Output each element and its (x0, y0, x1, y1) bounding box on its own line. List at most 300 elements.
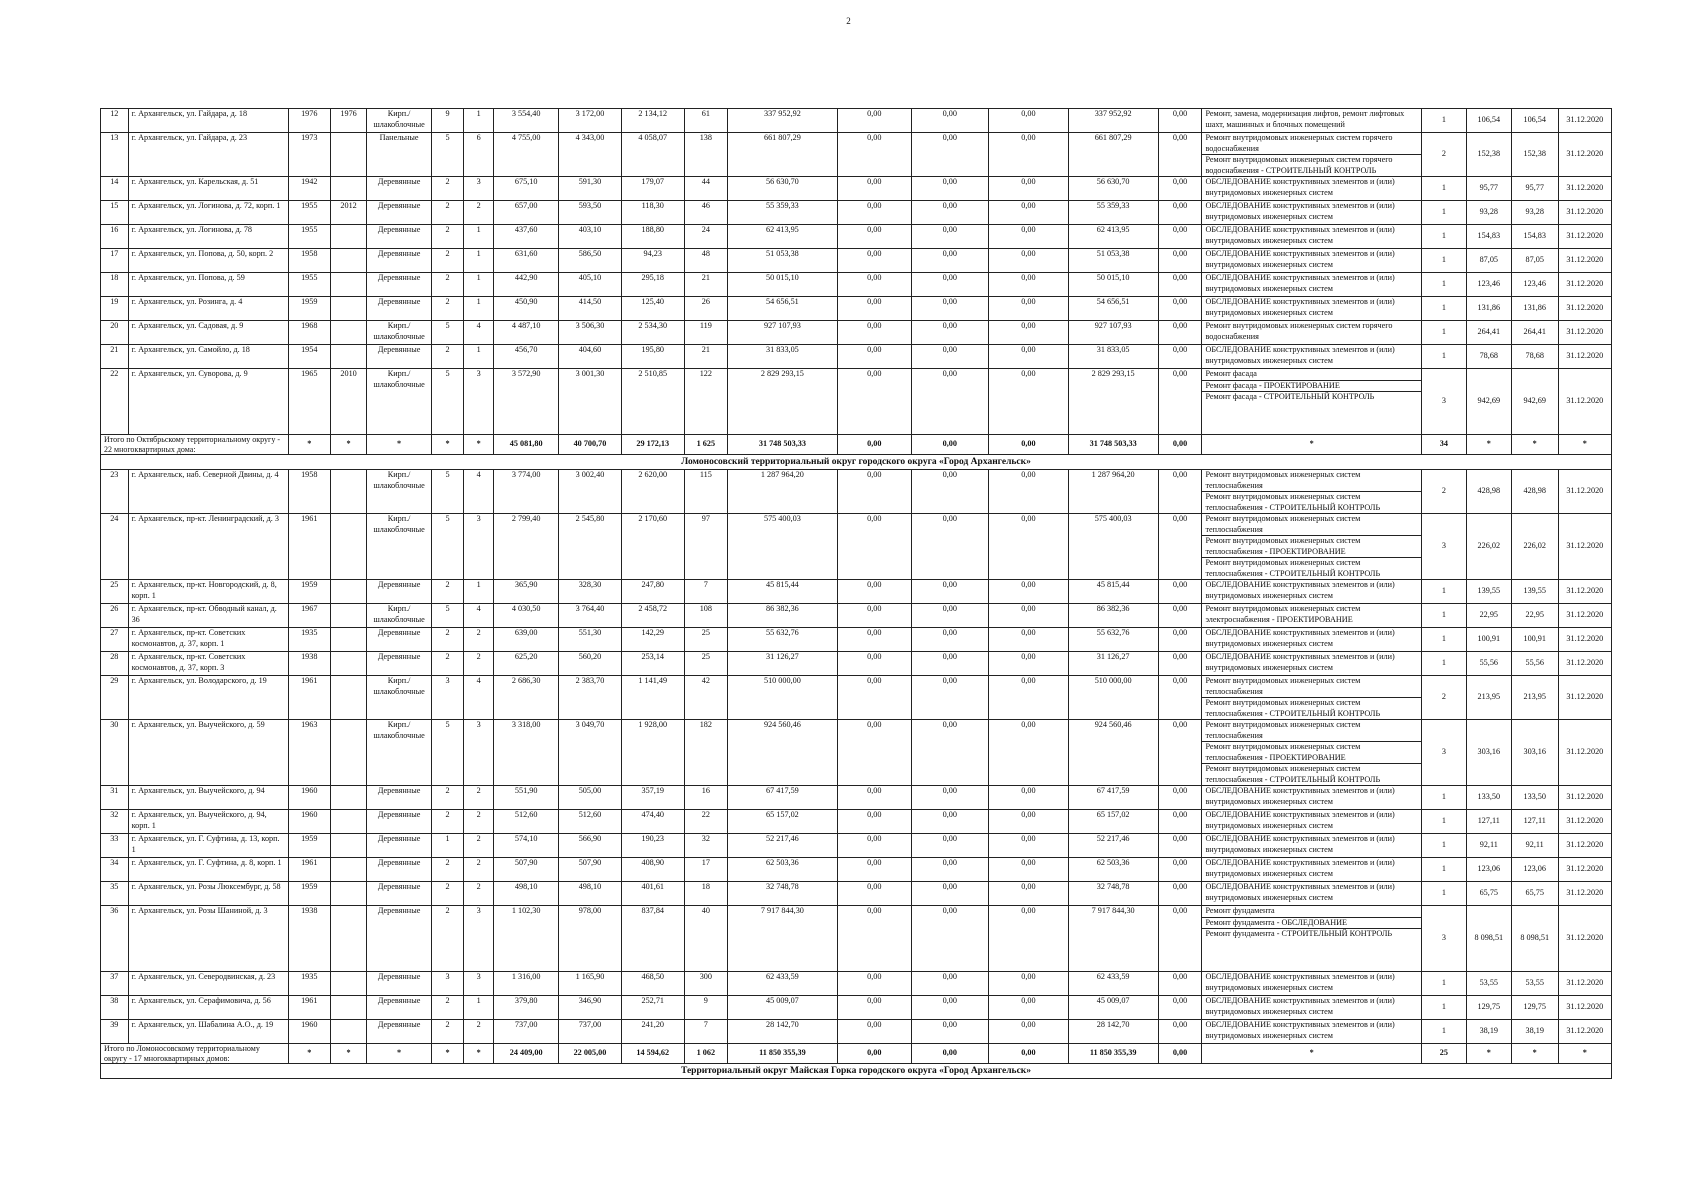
cell-total: 7 917 844,30 (727, 906, 837, 972)
cell-n: 24 (101, 514, 129, 580)
cell-f1: 0,00 (838, 369, 912, 435)
cell-c1: 87,05 (1466, 249, 1511, 273)
district-header (101, 455, 1612, 470)
cell-a2: 591,30 (559, 177, 621, 201)
cell-works (1202, 225, 1422, 249)
total-own: 11 850 355,39 (1068, 1044, 1158, 1064)
cell-works (1202, 369, 1422, 435)
cell-works (1202, 470, 1422, 514)
cell-date: 31.12.2020 (1558, 201, 1611, 225)
cell-c1: 123,06 (1466, 858, 1511, 882)
cell-works (1202, 133, 1422, 177)
cell-y2 (330, 470, 367, 514)
total-y1: * (288, 1044, 330, 1064)
cell-a2: 978,00 (559, 906, 621, 972)
district-total-row (101, 1044, 1612, 1064)
total-f4: 0,00 (1158, 1044, 1202, 1064)
cell-f2: 0,00 (911, 858, 989, 882)
cell-a2: 2 383,70 (559, 676, 621, 720)
cell-entr: 3 (464, 972, 494, 996)
cell-date: 31.12.2020 (1558, 297, 1611, 321)
cell-c1: 55,56 (1466, 652, 1511, 676)
table-row (101, 580, 1612, 604)
cell-a1: 379,80 (494, 996, 559, 1020)
cell-entr: 4 (464, 470, 494, 514)
cell-address: г. Архангельск, пр-кт. Советских космонавтов, д. 37, корп. 1 (128, 628, 288, 652)
cell-f2: 0,00 (911, 652, 989, 676)
total-wall: * (367, 1044, 431, 1064)
cell-c2: 131,86 (1511, 297, 1558, 321)
cell-f1: 0,00 (838, 470, 912, 514)
cell-f2: 0,00 (911, 676, 989, 720)
cell-c1: 123,46 (1466, 273, 1511, 297)
total-wall: * (367, 435, 431, 455)
cell-res: 32 (684, 834, 727, 858)
cell-y2 (330, 834, 367, 858)
cell-f3: 0,00 (989, 249, 1069, 273)
cell-wall: Деревянные (367, 858, 431, 882)
cell-works (1202, 858, 1422, 882)
cell-a2: 346,90 (559, 996, 621, 1020)
cell-own: 55 359,33 (1068, 201, 1158, 225)
cell-works (1202, 628, 1422, 652)
cell-y1: 1955 (288, 273, 330, 297)
cell-entr: 2 (464, 858, 494, 882)
cell-n: 37 (101, 972, 129, 996)
cell-total: 52 217,46 (727, 834, 837, 858)
cell-a2: 507,90 (559, 858, 621, 882)
cell-n: 12 (101, 109, 129, 133)
cell-units: 3 (1421, 514, 1466, 580)
cell-f1: 0,00 (838, 273, 912, 297)
cell-date: 31.12.2020 (1558, 514, 1611, 580)
cell-f3: 0,00 (989, 834, 1069, 858)
total-a2: 40 700,70 (559, 435, 621, 455)
cell-units: 1 (1421, 297, 1466, 321)
cell-date: 31.12.2020 (1558, 810, 1611, 834)
cell-works (1202, 177, 1422, 201)
cell-a2: 3 506,30 (559, 321, 621, 345)
total-entr: * (464, 1044, 494, 1064)
cell-c1: 303,16 (1466, 720, 1511, 786)
cell-f2: 0,00 (911, 786, 989, 810)
cell-c2: 152,38 (1511, 133, 1558, 177)
cell-res: 26 (684, 297, 727, 321)
cell-f3: 0,00 (989, 786, 1069, 810)
cell-f3: 0,00 (989, 676, 1069, 720)
cell-units: 1 (1421, 273, 1466, 297)
cell-works (1202, 201, 1422, 225)
table-row (101, 249, 1612, 273)
work-item: Ремонт внутридомовых инженерных систем теплоснабжения - СТРОИТЕЛЬНЫЙ КОНТРОЛЬ (1205, 492, 1381, 512)
cell-total: 55 632,76 (727, 628, 837, 652)
cell-floors: 1 (431, 834, 464, 858)
cell-date: 31.12.2020 (1558, 133, 1611, 177)
cell-units: 1 (1421, 1020, 1466, 1044)
cell-a2: 403,10 (559, 225, 621, 249)
cell-a3: 408,90 (621, 858, 684, 882)
cell-entr: 2 (464, 1020, 494, 1044)
cell-total: 54 656,51 (727, 297, 837, 321)
cell-a2: 1 165,90 (559, 972, 621, 996)
cell-floors: 2 (431, 273, 464, 297)
cell-works (1202, 882, 1422, 906)
cell-own: 56 630,70 (1068, 177, 1158, 201)
cell-date: 31.12.2020 (1558, 345, 1611, 369)
cell-a1: 551,90 (494, 786, 559, 810)
cell-y2 (330, 249, 367, 273)
cell-entr: 2 (464, 201, 494, 225)
cell-a1: 675,10 (494, 177, 559, 201)
cell-address: г. Архангельск, ул. Попова, д. 50, корп. 2 (128, 249, 288, 273)
total-date: * (1558, 1044, 1611, 1064)
cell-res: 24 (684, 225, 727, 249)
cell-date: 31.12.2020 (1558, 369, 1611, 435)
cell-f3: 0,00 (989, 133, 1069, 177)
cell-c1: 65,75 (1466, 882, 1511, 906)
cell-address: г. Архангельск, ул. Северодвинская, д. 23 (128, 972, 288, 996)
cell-f2: 0,00 (911, 133, 989, 177)
cell-f4: 0,00 (1158, 369, 1202, 435)
cell-date: 31.12.2020 (1558, 580, 1611, 604)
cell-entr: 2 (464, 628, 494, 652)
cell-a2: 328,30 (559, 580, 621, 604)
cell-address: г. Архангельск, ул. Самойло, д. 18 (128, 345, 288, 369)
cell-n: 16 (101, 225, 129, 249)
work-item: Ремонт внутридомовых инженерных систем горячего водоснабжения (1205, 321, 1393, 341)
cell-entr: 1 (464, 109, 494, 133)
cell-a3: 2 134,12 (621, 109, 684, 133)
cell-f4: 0,00 (1158, 177, 1202, 201)
cell-y2: 1976 (330, 109, 367, 133)
cell-res: 119 (684, 321, 727, 345)
work-item: ОБСЛЕДОВАНИЕ конструктивных элементов и (или) внутридомовых инженерных систем (1205, 652, 1395, 672)
cell-a1: 2 686,30 (494, 676, 559, 720)
cell-y2 (330, 676, 367, 720)
cell-total: 28 142,70 (727, 1020, 837, 1044)
cell-a3: 2 510,85 (621, 369, 684, 435)
cell-a3: 247,80 (621, 580, 684, 604)
cell-a1: 3 318,00 (494, 720, 559, 786)
cell-own: 52 217,46 (1068, 834, 1158, 858)
cell-floors: 2 (431, 177, 464, 201)
cell-y1: 1959 (288, 834, 330, 858)
cell-floors: 5 (431, 133, 464, 177)
cell-date: 31.12.2020 (1558, 273, 1611, 297)
cell-a3: 2 534,30 (621, 321, 684, 345)
cell-a1: 507,90 (494, 858, 559, 882)
cell-units: 1 (1421, 996, 1466, 1020)
cell-wall: Деревянные (367, 972, 431, 996)
cell-f2: 0,00 (911, 972, 989, 996)
cell-wall: Деревянные (367, 201, 431, 225)
cell-floors: 3 (431, 972, 464, 996)
cell-f3: 0,00 (989, 882, 1069, 906)
cell-f1: 0,00 (838, 133, 912, 177)
total-c1: * (1466, 435, 1511, 455)
cell-own: 45 815,44 (1068, 580, 1158, 604)
cell-f4: 0,00 (1158, 297, 1202, 321)
cell-c1: 53,55 (1466, 972, 1511, 996)
cell-entr: 4 (464, 321, 494, 345)
cell-y1: 1942 (288, 177, 330, 201)
cell-own: 28 142,70 (1068, 1020, 1158, 1044)
cell-a1: 442,90 (494, 273, 559, 297)
cell-f3: 0,00 (989, 858, 1069, 882)
cell-y1: 1954 (288, 345, 330, 369)
cell-entr: 2 (464, 810, 494, 834)
cell-a2: 404,60 (559, 345, 621, 369)
cell-entr: 1 (464, 996, 494, 1020)
total-works: * (1202, 435, 1422, 455)
cell-f3: 0,00 (989, 972, 1069, 996)
cell-c2: 87,05 (1511, 249, 1558, 273)
cell-wall: Деревянные (367, 810, 431, 834)
district-header (101, 1064, 1612, 1079)
cell-y1: 1965 (288, 369, 330, 435)
cell-f3: 0,00 (989, 321, 1069, 345)
cell-n: 25 (101, 580, 129, 604)
work-item: Ремонт внутридомовых инженерных систем горячего водоснабжения - СТРОИТЕЛЬНЫЙ КОНТРОЛЬ (1205, 155, 1393, 175)
cell-wall: Деревянные (367, 273, 431, 297)
cell-n: 19 (101, 297, 129, 321)
total-y2: * (330, 435, 367, 455)
cell-a1: 450,90 (494, 297, 559, 321)
cell-res: 115 (684, 470, 727, 514)
cell-y1: 1955 (288, 225, 330, 249)
cell-f3: 0,00 (989, 514, 1069, 580)
cell-f4: 0,00 (1158, 345, 1202, 369)
cell-f1: 0,00 (838, 321, 912, 345)
cell-a2: 405,10 (559, 273, 621, 297)
cell-floors: 5 (431, 604, 464, 628)
cell-address: г. Архангельск, ул. Розинга, д. 4 (128, 297, 288, 321)
cell-date: 31.12.2020 (1558, 604, 1611, 628)
cell-c1: 22,95 (1466, 604, 1511, 628)
cell-f2: 0,00 (911, 604, 989, 628)
cell-c1: 100,91 (1466, 628, 1511, 652)
cell-entr: 4 (464, 676, 494, 720)
cell-units: 1 (1421, 810, 1466, 834)
cell-works (1202, 906, 1422, 972)
cell-y1: 1958 (288, 470, 330, 514)
total-a1: 45 081,80 (494, 435, 559, 455)
cell-c1: 131,86 (1466, 297, 1511, 321)
cell-res: 25 (684, 628, 727, 652)
cell-f3: 0,00 (989, 996, 1069, 1020)
cell-floors: 5 (431, 514, 464, 580)
cell-c1: 226,02 (1466, 514, 1511, 580)
cell-floors: 3 (431, 676, 464, 720)
cell-f2: 0,00 (911, 470, 989, 514)
cell-c1: 38,19 (1466, 1020, 1511, 1044)
cell-n: 15 (101, 201, 129, 225)
work-item: ОБСЛЕДОВАНИЕ конструктивных элементов и (или) внутридомовых инженерных систем (1205, 580, 1395, 600)
cell-a3: 295,18 (621, 273, 684, 297)
cell-c1: 92,11 (1466, 834, 1511, 858)
cell-entr: 3 (464, 177, 494, 201)
cell-y2 (330, 514, 367, 580)
cell-n: 28 (101, 652, 129, 676)
cell-f4: 0,00 (1158, 321, 1202, 345)
work-item: ОБСЛЕДОВАНИЕ конструктивных элементов и (или) внутридомовых инженерных систем (1205, 882, 1395, 902)
cell-address: г. Архангельск, ул. Выучейского, д. 94 (128, 786, 288, 810)
cell-res: 108 (684, 604, 727, 628)
work-item: Ремонт фундамента (1202, 906, 1421, 918)
cell-own: 31 126,27 (1068, 652, 1158, 676)
cell-total: 2 829 293,15 (727, 369, 837, 435)
cell-total: 67 417,59 (727, 786, 837, 810)
cell-f2: 0,00 (911, 580, 989, 604)
cell-address: г. Архангельск, ул. Розы Шаниной, д. 3 (128, 906, 288, 972)
work-item: Ремонт внутридомовых инженерных систем теплоснабжения - ПРОЕКТИРОВАНИЕ (1202, 536, 1421, 558)
table-row (101, 652, 1612, 676)
cell-a2: 3 764,40 (559, 604, 621, 628)
cell-a2: 566,90 (559, 834, 621, 858)
cell-works (1202, 514, 1422, 580)
cell-units: 1 (1421, 834, 1466, 858)
cell-f1: 0,00 (838, 786, 912, 810)
work-item: ОБСЛЕДОВАНИЕ конструктивных элементов и (или) внутридомовых инженерных систем (1205, 225, 1395, 245)
cell-units: 1 (1421, 882, 1466, 906)
total-a2: 22 005,00 (559, 1044, 621, 1064)
cell-f2: 0,00 (911, 177, 989, 201)
cell-f1: 0,00 (838, 297, 912, 321)
cell-address: г. Архангельск, наб. Северной Двины, д. 4 (128, 470, 288, 514)
cell-a2: 560,20 (559, 652, 621, 676)
cell-units: 2 (1421, 676, 1466, 720)
cell-address: г. Архангельск, ул. Выучейского, д. 59 (128, 720, 288, 786)
cell-f3: 0,00 (989, 345, 1069, 369)
cell-a1: 437,60 (494, 225, 559, 249)
cell-works (1202, 109, 1422, 133)
cell-works (1202, 720, 1422, 786)
cell-date: 31.12.2020 (1558, 628, 1611, 652)
cell-own: 924 560,46 (1068, 720, 1158, 786)
total-date: * (1558, 435, 1611, 455)
cell-f1: 0,00 (838, 1020, 912, 1044)
cell-units: 3 (1421, 720, 1466, 786)
work-item: ОБСЛЕДОВАНИЕ конструктивных элементов и (или) внутридомовых инженерных систем (1205, 1020, 1395, 1040)
work-item: ОБСЛЕДОВАНИЕ конструктивных элементов и (или) внутридомовых инженерных систем (1205, 834, 1395, 854)
cell-own: 2 829 293,15 (1068, 369, 1158, 435)
cell-date: 31.12.2020 (1558, 652, 1611, 676)
cell-a3: 142,29 (621, 628, 684, 652)
cell-y1: 1935 (288, 972, 330, 996)
cell-units: 1 (1421, 225, 1466, 249)
cell-a3: 94,23 (621, 249, 684, 273)
cell-y2 (330, 810, 367, 834)
cell-wall: Кирп./ шлакоблочные (367, 604, 431, 628)
cell-units: 1 (1421, 858, 1466, 882)
cell-wall: Деревянные (367, 996, 431, 1020)
cell-f2: 0,00 (911, 109, 989, 133)
work-item: Ремонт внутридомовых инженерных систем теплоснабжения (1202, 676, 1421, 698)
cell-y2 (330, 273, 367, 297)
cell-a3: 241,20 (621, 1020, 684, 1044)
cell-wall: Деревянные (367, 225, 431, 249)
cell-c2: 78,68 (1511, 345, 1558, 369)
work-item: ОБСЛЕДОВАНИЕ конструктивных элементов и (или) внутридомовых инженерных систем (1205, 810, 1395, 830)
cell-total: 927 107,93 (727, 321, 837, 345)
cell-a1: 574,10 (494, 834, 559, 858)
work-item: Ремонт фасада - СТРОИТЕЛЬНЫЙ КОНТРОЛЬ (1205, 392, 1375, 401)
cell-f4: 0,00 (1158, 652, 1202, 676)
cell-c2: 53,55 (1511, 972, 1558, 996)
cell-f2: 0,00 (911, 369, 989, 435)
cell-c2: 65,75 (1511, 882, 1558, 906)
table-row (101, 720, 1612, 786)
cell-a1: 498,10 (494, 882, 559, 906)
cell-f4: 0,00 (1158, 604, 1202, 628)
cell-c2: 303,16 (1511, 720, 1558, 786)
cell-y2 (330, 906, 367, 972)
cell-works (1202, 786, 1422, 810)
cell-y2 (330, 786, 367, 810)
table-row (101, 369, 1612, 435)
cell-res: 22 (684, 810, 727, 834)
cell-n: 14 (101, 177, 129, 201)
cell-c2: 22,95 (1511, 604, 1558, 628)
cell-a1: 456,70 (494, 345, 559, 369)
cell-f4: 0,00 (1158, 249, 1202, 273)
cell-c1: 213,95 (1466, 676, 1511, 720)
work-item: Ремонт внутридомовых инженерных систем горячего водоснабжения (1202, 133, 1421, 155)
cell-y2 (330, 225, 367, 249)
cell-y1: 1961 (288, 858, 330, 882)
total-f2: 0,00 (911, 1044, 989, 1064)
cell-wall: Кирп./ шлакоблочные (367, 369, 431, 435)
district-title: Территориальный округ Майская Горка городского округа «Город Архангельск» (101, 1064, 1612, 1079)
cell-y1: 1967 (288, 604, 330, 628)
cell-n: 18 (101, 273, 129, 297)
cell-own: 31 833,05 (1068, 345, 1158, 369)
cell-n: 38 (101, 996, 129, 1020)
cell-units: 1 (1421, 972, 1466, 996)
cell-floors: 5 (431, 720, 464, 786)
cell-a3: 190,23 (621, 834, 684, 858)
cell-f1: 0,00 (838, 604, 912, 628)
cell-floors: 2 (431, 345, 464, 369)
cell-floors: 2 (431, 297, 464, 321)
cell-floors: 2 (431, 249, 464, 273)
cell-works (1202, 972, 1422, 996)
total-units: 25 (1421, 1044, 1466, 1064)
cell-f4: 0,00 (1158, 996, 1202, 1020)
cell-works (1202, 810, 1422, 834)
work-item: Ремонт внутридомовых инженерных систем теплоснабжения (1202, 470, 1421, 492)
cell-a1: 4 487,10 (494, 321, 559, 345)
cell-a1: 3 774,00 (494, 470, 559, 514)
cell-c2: 942,69 (1511, 369, 1558, 435)
cell-units: 3 (1421, 369, 1466, 435)
cell-c2: 264,41 (1511, 321, 1558, 345)
cell-c1: 264,41 (1466, 321, 1511, 345)
work-item: ОБСЛЕДОВАНИЕ конструктивных элементов и (или) внутридомовых инженерных систем (1205, 273, 1395, 293)
cell-y1: 1959 (288, 297, 330, 321)
total-c2: * (1511, 435, 1558, 455)
cell-f2: 0,00 (911, 225, 989, 249)
cell-n: 26 (101, 604, 129, 628)
table-row (101, 133, 1612, 177)
cell-y1: 1935 (288, 628, 330, 652)
cell-c1: 139,55 (1466, 580, 1511, 604)
cell-a3: 2 458,72 (621, 604, 684, 628)
cell-res: 7 (684, 1020, 727, 1044)
cell-a3: 401,61 (621, 882, 684, 906)
total-f4: 0,00 (1158, 435, 1202, 455)
cell-f4: 0,00 (1158, 273, 1202, 297)
